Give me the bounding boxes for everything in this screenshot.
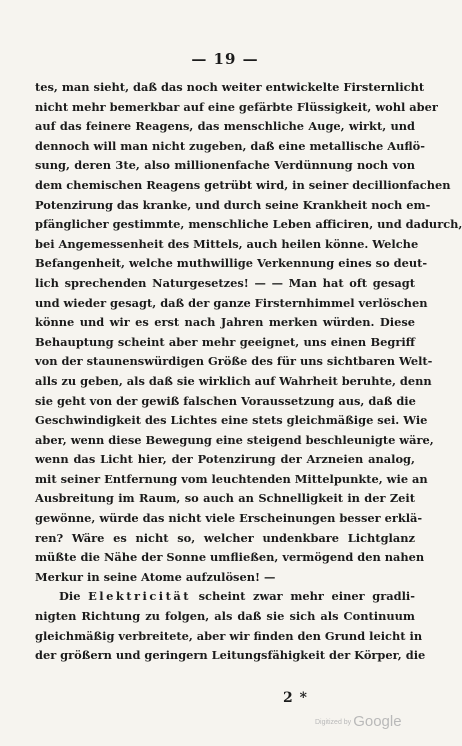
text-line: Befangenheit, welche muthwillige Verkennung eines so deut- xyxy=(35,256,428,271)
text-line: könne und wir es erst nach Jahren merken würden. Diese xyxy=(35,315,415,330)
text-line: alls zu geben, als daß sie wirklich auf Wahrheit beruhte, denn xyxy=(35,373,432,388)
text-line: Merkur in seine Atome aufzulösen! — xyxy=(35,569,276,584)
text-line: ren? Wäre es nicht so, welcher undenkbare Lichtglanz xyxy=(35,530,415,545)
text-line: dennoch will man nicht zugeben, daß eine metallische Auflö- xyxy=(35,138,425,153)
text-line: lich sprechenden Naturgesetzes! — — Man hat oft gesagt xyxy=(35,275,415,290)
text-line: aber, wenn diese Bewegung eine steigend beschleunigte wäre, xyxy=(35,432,434,447)
text-line: sie geht von der gewiß falschen Voraussetzung aus, daß die xyxy=(35,393,416,408)
watermark-prefix: Digitized by xyxy=(315,718,352,726)
text-line: Geschwindigkeit des Lichtes eine stets gleichmäßige sei. Wie xyxy=(35,413,428,428)
line-rest: scheint zwar mehr einer gradli- xyxy=(198,589,415,604)
text-line: und wieder gesagt, daß der ganze Firsternhimmel verlöschen xyxy=(35,295,428,310)
paragraph-start-line xyxy=(35,587,415,607)
text-line: Behauptung scheint aber mehr geeignet, uns einen Begriff xyxy=(35,334,415,349)
page-number: — 19 — xyxy=(191,50,259,68)
digitization-watermark xyxy=(315,713,402,730)
text-line: Potenzirung das kranke, und durch seine Krankheit noch em- xyxy=(35,197,431,212)
paragraph-intro: Die xyxy=(59,589,81,604)
text-line: von der staunenswürdigen Größe des für uns sichtbaren Welt- xyxy=(35,354,433,369)
emphasized-word: Elektricität xyxy=(88,589,191,604)
signature-mark: 2 * xyxy=(283,690,308,706)
text-line: gewönne, würde das nicht viele Erscheinungen besser erklä- xyxy=(35,511,423,526)
text-line: nicht mehr bemerkbar auf eine gefärbte Flüssigkeit, wohl aber xyxy=(35,99,438,114)
text-line: tes, man sieht, daß das noch weiter entwickelte Firsternlicht xyxy=(35,80,425,94)
watermark-brand: Google xyxy=(353,713,402,730)
text-line: wenn das Licht hier, der Potenzirung der Arzneien analog, xyxy=(35,452,415,467)
text-line: auf das feinere Reagens, das menschliche Auge, wirkt, und xyxy=(35,119,415,134)
text-line: der größern und geringern Leitungsfähigkeit der Körper, die xyxy=(35,648,426,663)
text-line: Ausbreitung im Raum, so auch an Schnelligkeit in der Zeit xyxy=(35,491,415,506)
text-line: dem chemischen Reagens getrübt wird, in seiner decillionfachen xyxy=(35,177,451,192)
text-line: bei Angemessenheit des Mittels, auch heilen könne. Welche xyxy=(35,236,419,251)
text-line: müßte die Nähe der Sonne umfließen, vermögend den nahen xyxy=(35,550,425,565)
text-line: nigten Richtung zu folgen, als daß sie sich als Continuum xyxy=(35,609,415,624)
text-line: mit seiner Entfernung vom leuchtenden Mittelpunkte, wie an xyxy=(35,471,428,486)
text-line: sung, deren 3te, also millionenfache Verdünnung noch von xyxy=(35,158,415,173)
text-line: pfänglicher gestimmte, menschliche Leben afficiren, und dadurch, xyxy=(35,217,462,232)
body-text xyxy=(35,78,462,666)
text-line: gleichmäßig verbreitete, aber wir finden den Grund leicht in xyxy=(35,628,423,643)
